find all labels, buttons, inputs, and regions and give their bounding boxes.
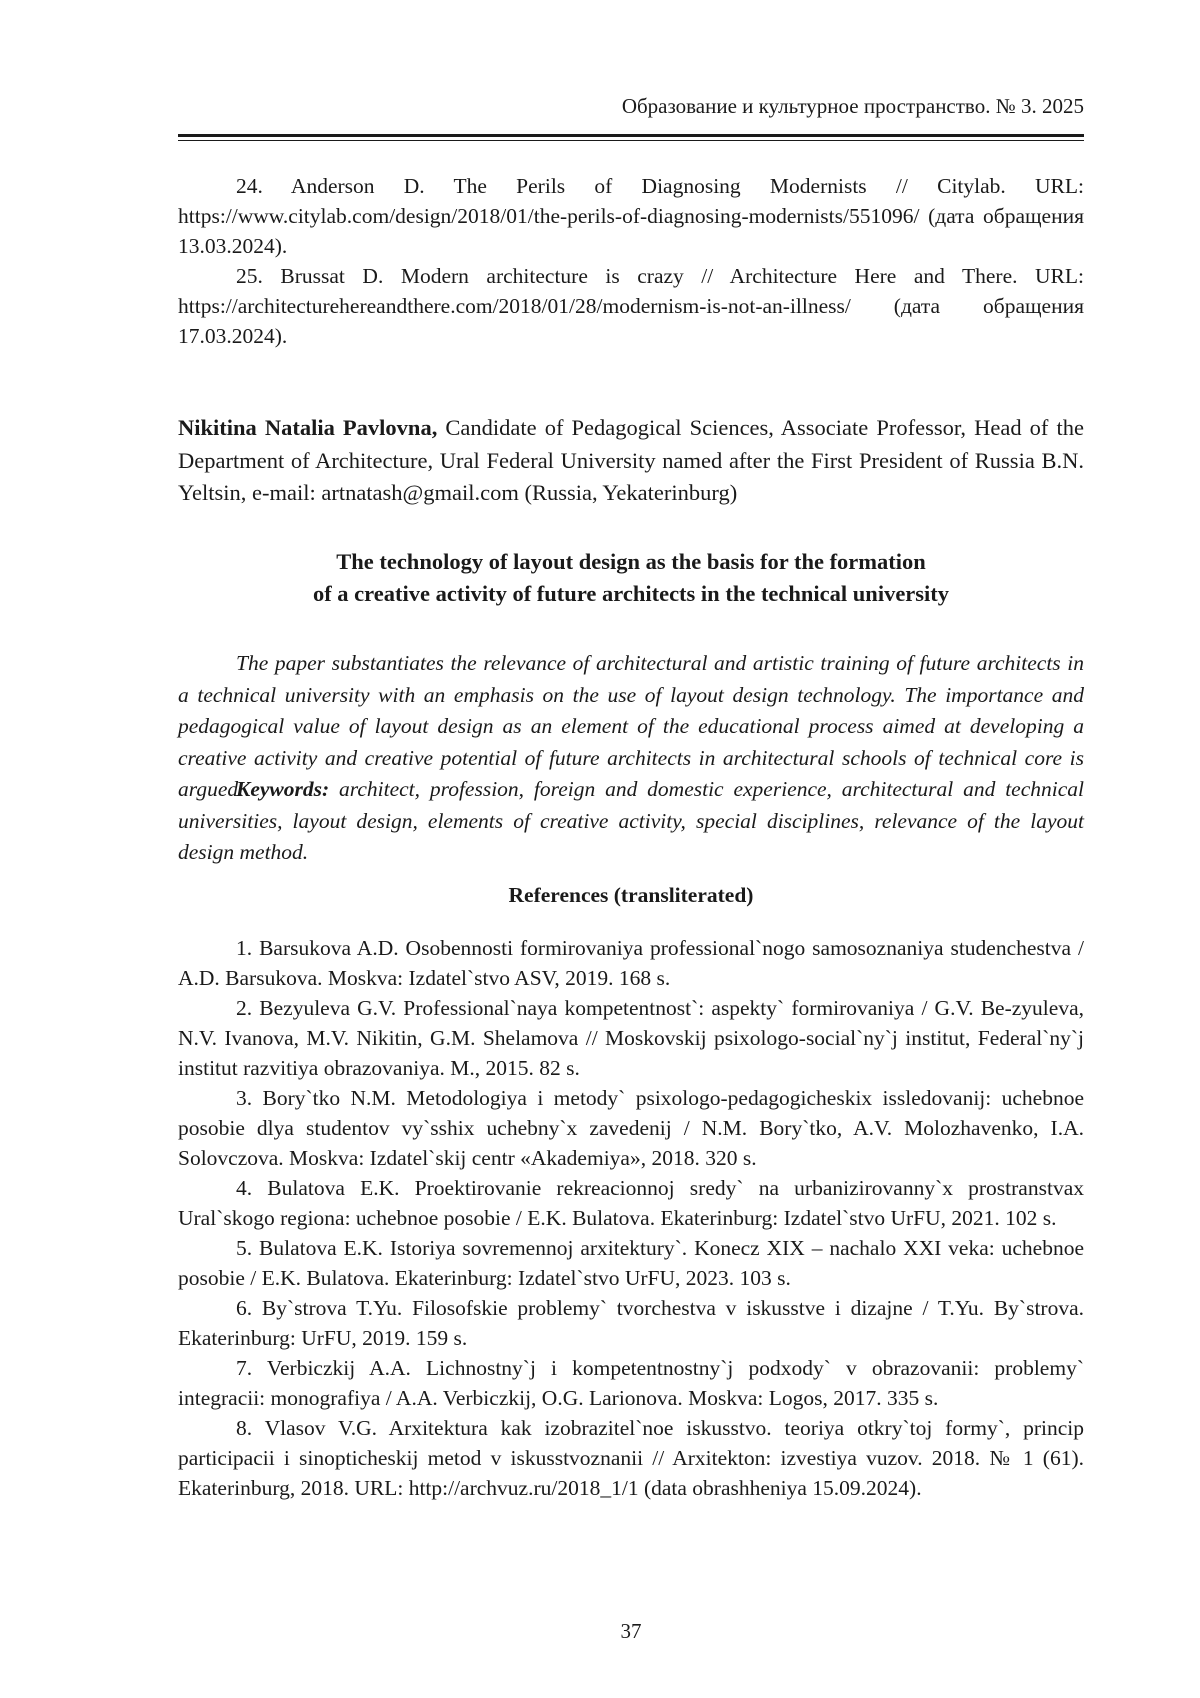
- references-heading: References (transliterated): [508, 883, 754, 907]
- abstract: The paper substantiates the relevance of architectural and artistic training of future architects in a technical university with an emphasis on the use of layout design technology. The importance and pedagogical value of layout design as an element of the educational process aimed at developing a creative activity and creative potential of future architects in architectural schools of technical core is argued.: [178, 651, 1084, 801]
- keywords: [178, 774, 1084, 869]
- article-title-line-2: of a creative activity of future architects in the technical university: [312, 581, 950, 606]
- reference-item: 4. Bulatova E.K. Proektirovanie rekreacionnoj sredy` na urbanizirovanny`x prostranstvax Ural`skogo regiona: uchebnoe posobie / E.K. Bulatova. Ekaterinburg: Izdatel`stvo UrFU, 2021. 102 s.: [178, 1176, 1084, 1230]
- page-number: 37: [620, 1619, 642, 1643]
- reference-item: 7. Verbiczkij A.A. Lichnostny`j i kompetentnostny`j podxody` v obrazovanii: problemy` integracii: monografiya / A.A. Verbiczkij, O.G. Larionova. Moskva: Logos, 2017. 335 s.: [178, 1356, 1084, 1410]
- reference-item: 2. Bezyuleva G.V. Professional`naya kompetentnost`: aspekty` formirovaniya / G.V. Be-zyuleva, N.V. Ivanova, M.V. Nikitin, G.M. Shelamova // Moskovskij psixologo-social`ny`j institut, Federal`ny`j institut razvitiya obrazovaniya. M., 2015. 82 s.: [178, 996, 1084, 1080]
- author-info: [178, 412, 1084, 510]
- reference-item: 6. By`strova T.Yu. Filosofskie problemy` tvorchestva v iskusstve i dizajne / T.Yu. By`strova. Ekaterinburg: UrFU, 2019. 159 s.: [178, 1296, 1084, 1350]
- author-details: Candidate of Pedagogical Sciences, Associate Professor, Head of the Department of Architecture, Ural Federal University named after the First President of Russia B.N. Yeltsin, e-mail: artnatash@gmail.com (Russia, Yekaterinburg): [178, 415, 1084, 505]
- previous-references: [178, 171, 1084, 351]
- article-title-line-1: The technology of layout design as the basis for the formation: [336, 549, 926, 574]
- reference-item: 5. Bulatova E.K. Istoriya sovremennoj arxitektury`. Konecz XIX – nachalo XXI veka: uchebnoe posobie / E.K. Bulatova. Ekaterinburg: Izdatel`stvo UrFU, 2023. 103 s.: [178, 1236, 1084, 1290]
- reference-item: 24. Anderson D. The Perils of Diagnosing Modernists // Citylab. URL: https://www.citylab.com/design/2018/01/the-perils-of-diagnosing-modernists/551096/ (дата обращения 13.03.2024).: [178, 174, 1084, 258]
- running-header: Образование и культурное пространство. № 3. 2025: [621, 94, 1084, 118]
- header-rule-thin: [178, 140, 1084, 141]
- reference-item: 8. Vlasov V.G. Arxitektura kak izobrazitel`noe iskusstvo. teoriya otkry`toj formy`, princip participacii i sinopticheskij metod v iskusstvoznanii // Arxitekton: izvestiya vuzov. 2018. № 1 (61). Ekaterinburg, 2018. URL: http://archvuz.ru/2018_1/1 (data obrashheniya 15.09.2024).: [178, 1416, 1084, 1500]
- reference-item: 3. Bory`tko N.M. Metodologiya i metody` psixologo-pedagogicheskix issledovanij: uchebnoe posobie dlya studentov vy`sshix uchebny`x zavedenij / N.M. Bory`tko, A.V. Molozhavenko, I.A. Solovczova. Moskva: Izdatel`skij centr «Akademiya», 2018. 320 s.: [178, 1086, 1084, 1170]
- article-title: [178, 546, 1084, 610]
- reference-item: 1. Barsukova A.D. Osobennosti formirovaniya professional`nogo samosoznaniya studenchestva / A.D. Barsukova. Moskva: Izdatel`stvo ASV, 2019. 168 s.: [178, 936, 1084, 990]
- author-name: Nikitina Natalia Pavlovna,: [178, 415, 438, 440]
- header-rule-thick: [178, 134, 1084, 137]
- references-list: [178, 933, 1084, 1503]
- keywords-label: Keywords:: [236, 777, 330, 801]
- reference-item: 25. Brussat D. Modern architecture is crazy // Architecture Here and There. URL: https://architecturehereandthere.com/2018/01/28/modernism-is-not-an-illness/ (дата обращения 17.03.2024).: [178, 264, 1084, 348]
- keywords-text: architect, profession, foreign and domestic experience, architectural and technical universities, layout design, elements of creative activity, special disciplines, relevance of the layout design method.: [178, 777, 1084, 864]
